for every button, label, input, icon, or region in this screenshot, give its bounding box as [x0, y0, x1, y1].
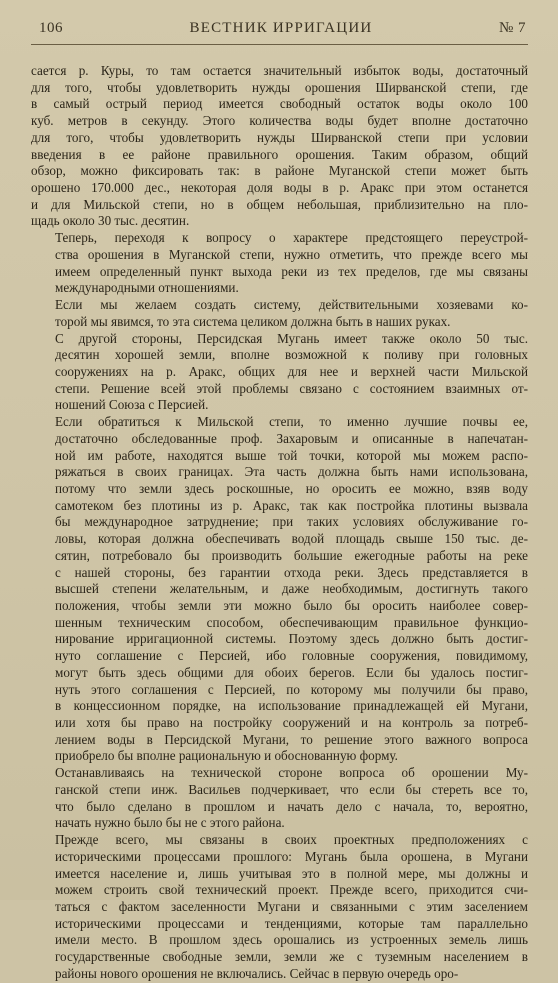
text-line: шенным техническим способом, обеспечивающим правильное функцио-: [55, 614, 528, 630]
text-line: можем строить свой технический проект. Прежде всего, приходится счи-: [55, 882, 528, 898]
text-line: ловы, которая должна обеспечивать водой площадь свыше 150 тыс. де-: [55, 531, 528, 547]
text-line: орошено 170.000 дес., некоторая доля воды в р. Аракс при этом останется: [31, 180, 528, 196]
text-line: для того, чтобы удовлетворить нужды орошения Ширванской степи, где: [31, 79, 528, 95]
issue-number: № 7: [498, 20, 526, 36]
text-line: Если мы желаем создать систему, действительными хозяевами ко-: [55, 297, 528, 313]
text-line: имеется население и, лишь учитывая это в полной мере, мы должны и: [55, 865, 528, 881]
text-line: ношений Союза с Персией.: [55, 397, 209, 413]
text-line: куб. метров в секунду. Этого количества воды будет вполне достаточно: [31, 113, 528, 129]
journal-title: ВЕСТНИК ИРРИГАЦИИ: [189, 20, 373, 36]
text-line: высшей степени желательным, и даже необходимым, достигнуть такого: [55, 581, 528, 597]
text-line: ряжаться в своих границах. Эта часть должна быть нами использована,: [55, 464, 528, 480]
text-line: Останавливаясь на технической стороне вопроса об орошении Му-: [55, 765, 528, 781]
paragraph: [31, 331, 528, 415]
text-line: десятин хорошей земли, вполне возможной к поливу при головных: [55, 347, 528, 363]
text-line: или хотя бы право на постройку сооружений и на контроль за потреб-: [55, 715, 528, 731]
text-line: самотеком без плотины из р. Аракс, так как постройка плотины вызвала: [55, 497, 528, 513]
article-body: [31, 63, 528, 983]
text-line: историческими процессами прошлого: Мугань была орошена, в Мугани: [55, 848, 528, 864]
text-line: нуть этого соглашения с Персией, по которому мы получили бы право,: [55, 681, 528, 697]
text-line: сятин, потребовало бы производить большие ежегодные работы на реке: [55, 547, 528, 563]
text-line: бы международное затруднение; при таких условиях обслуживание го-: [55, 514, 528, 530]
text-line: Прежде всего, мы связаны в своих проектных предположениях с: [55, 832, 528, 848]
text-line: обзор, можно фиксировать так: в районе Муганской степи может быть: [31, 163, 528, 179]
text-line: ной им работе, находятся выше той точки, которой мы можем распо-: [55, 447, 528, 463]
paragraph: [31, 414, 528, 765]
text-line: начать нужно было бы не с этого района.: [55, 815, 285, 831]
text-line: Если обратиться к Мильской степи, то именно лучшие почвы ее,: [55, 414, 528, 430]
text-line: приобрело бы вполне рациональную и обоснованную форму.: [55, 748, 398, 764]
header-rule: [31, 44, 528, 45]
text-line: в самый острый период имеется свободный остаток воды около 100: [31, 96, 528, 112]
text-line: степи. Решение всей этой проблемы связано с состоянием взаимных от-: [55, 380, 528, 396]
text-line: могут быть здесь общими для обоих берегов. Если бы удалось постиг-: [55, 664, 528, 680]
text-line: таться с фактом заселенности Мугани и связанными с этим заселением: [55, 898, 528, 914]
running-header: [31, 20, 528, 42]
text-line: районы нового орошения не включались. Сейчас в первую очередь оро-: [55, 965, 459, 981]
paragraph: [31, 63, 528, 230]
text-line: что было сделано в прошлом и начать дело с начала, то, вероятно,: [55, 798, 528, 814]
paragraph: [31, 297, 528, 330]
paragraph: [31, 230, 528, 297]
text-line: достаточно обследованные проф. Захаровым и описанные в напечатан-: [55, 430, 528, 446]
text-line: положения, чтобы земли эти можно было бы оросить наиболее совер-: [55, 598, 528, 613]
text-line: с нашей стороны, без гарантии отхода реки. Здесь представляется в: [55, 564, 528, 580]
text-line: в концессионном порядке, на использование принадлежащей ей Мугани,: [55, 698, 528, 714]
page-number: 106: [39, 20, 63, 36]
text-line: Теперь, переходя к вопросу о характере предстоящего переустрой-: [55, 230, 528, 246]
text-line: государственные свободные земли, земли же с туземным населением в: [55, 949, 528, 965]
text-line: С другой стороны, Персидская Мугань имеет также около 50 тыс.: [55, 330, 528, 346]
text-line: и для Мильской степи, но в общем небольшая, приблизительно на пло-: [31, 196, 528, 212]
text-line: имели место. В прошлом здесь орошались из устроенных земель лишь: [55, 932, 528, 948]
text-line: нирование ирригационной системы. Поэтому здесь должно быть достиг-: [55, 631, 528, 647]
paragraph: [31, 832, 528, 982]
text-line: историческими процессами и тенденциями, которые там параллельно: [55, 915, 528, 931]
text-line: введения в ее районе правильного орошения. Таким образом, общий: [31, 146, 528, 162]
text-line: щадь около 30 тыс. десятин.: [31, 213, 190, 229]
text-line: нуто соглашение с Персией, ибо головные сооружения, повидимому,: [55, 648, 528, 664]
text-line: ства орошения в Муганской степи, нужно отметить, что прежде всего мы: [55, 246, 528, 262]
text-line: ганской степи инж. Васильев подчеркивает, что если бы стереть все то,: [55, 781, 528, 797]
text-line: для того, чтобы удовлетворить нужды Ширванской степи при условии: [31, 129, 528, 145]
paragraph: [31, 765, 528, 832]
text-line: лением воды в Персидской Мугани, то решение этого важного вопроса: [55, 731, 528, 747]
text-line: сается р. Куры, то там остается значительный избыток воды, достаточный: [31, 63, 528, 78]
text-line: торой мы явимся, то эта система целиком должна быть в наших руках.: [55, 313, 451, 329]
text-line: сооружениях на р. Аракс, общих для нее и верхней части Мильской: [55, 363, 528, 379]
text-line: имеем определенный пункт выхода реки из тех пределов, где мы связаны: [55, 263, 528, 279]
text-line: международными отношениями.: [55, 280, 239, 296]
text-line: потому что земли здесь роскошные, но оросить ее можно, взяв воду: [55, 480, 528, 496]
